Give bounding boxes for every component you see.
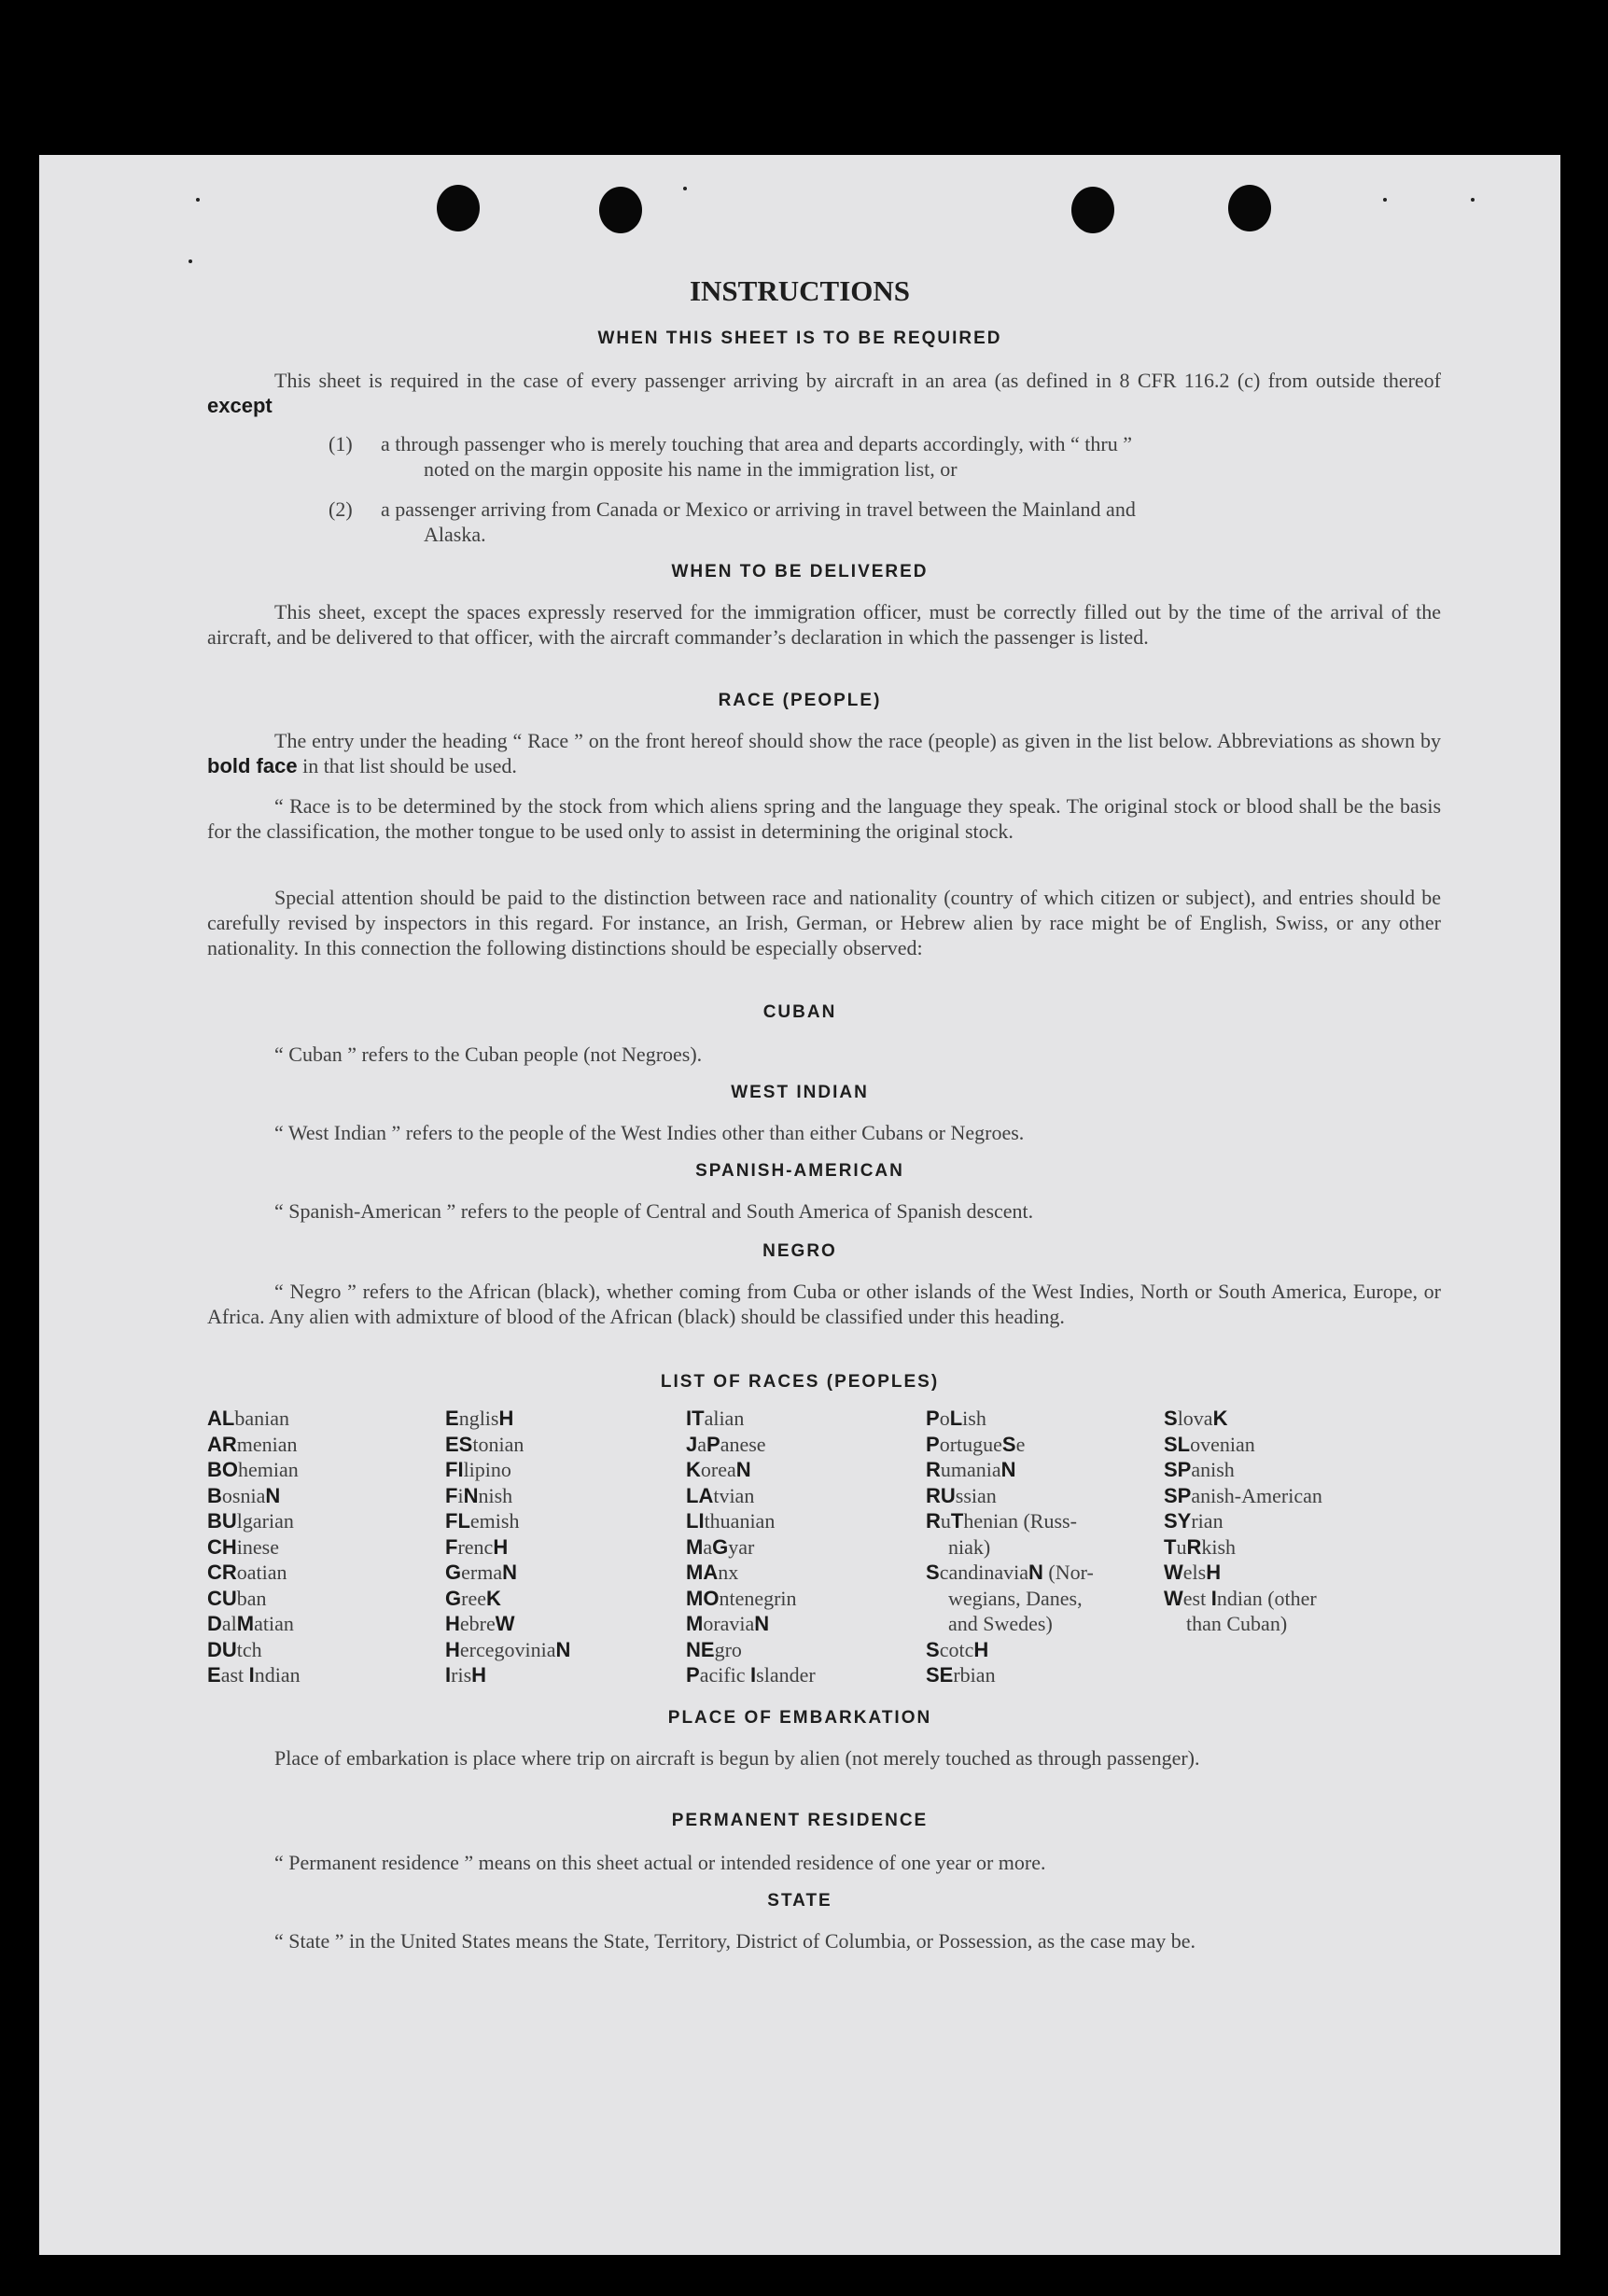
- section-heading: WEST INDIAN: [731, 1083, 869, 1102]
- race-entry: JaPanese: [686, 1432, 766, 1456]
- race-entry: SPanish-American: [1164, 1483, 1322, 1507]
- race-entry: FiNnish: [445, 1483, 513, 1507]
- race-entry: FLemish: [445, 1509, 520, 1533]
- paragraph: “ West Indian ” refers to the people of the West Indies other than either Cubans or Negroes.: [274, 1121, 1025, 1144]
- race-entry: SYrian: [1164, 1509, 1223, 1533]
- paragraph: Special attention should be paid to the distinction between race and nationality (country of which citizen or subject), and entries should be carefully revised by inspectors in this regard. For instance, an Irish, German, or Hebrew alien by race might be of English, Swiss, or any other nationality. In this connection the following distinctions should be especially observed:: [207, 886, 1441, 959]
- race-entry: MoraviaN: [686, 1612, 770, 1635]
- paragraph: This sheet, except the spaces expressly reserved for the immigration officer, must be correctly filled out by the time of the arrival of the aircraft, and be delivered to that officer, with the aircraft commander’s declaration in which the passenger is listed.: [207, 600, 1441, 649]
- paragraph: Place of embarkation is place where trip on aircraft is begun by alien (not merely touched as through passenger).: [274, 1746, 1200, 1770]
- race-entry: RuThenian (Russ- niak): [926, 1509, 1077, 1559]
- page-title: INSTRUCTIONS: [689, 274, 910, 307]
- race-entry: EnglisH: [445, 1407, 514, 1430]
- section-heading: WHEN TO BE DELIVERED: [671, 562, 929, 581]
- punch-hole: [437, 185, 480, 231]
- race-entry: HebreW: [445, 1612, 515, 1635]
- race-entry: BOhemian: [207, 1458, 299, 1481]
- section-heading: RACE (PEOPLE): [718, 691, 882, 710]
- section-heading: WHEN THIS SHEET IS TO BE REQUIRED: [597, 329, 1002, 348]
- race-entry: WelsH: [1164, 1561, 1222, 1584]
- section-heading: PERMANENT RESIDENCE: [671, 1811, 929, 1830]
- section-heading: STATE: [767, 1891, 832, 1911]
- race-entry: LAtvian: [686, 1483, 755, 1507]
- race-entry: CHinese: [207, 1534, 279, 1559]
- race-entry: EStonian: [445, 1432, 524, 1456]
- race-entry: IrisH: [445, 1663, 487, 1687]
- race-entry: CRoatian: [207, 1561, 287, 1584]
- race-column: [1164, 1406, 1397, 1637]
- punch-hole: [599, 187, 642, 233]
- speck: [1471, 198, 1475, 202]
- race-entry: LIthuanian: [686, 1509, 776, 1533]
- race-entry: DalMatian: [207, 1612, 294, 1635]
- list-item: (1) a through passenger who is merely touching that area and departs accordingly, with “ thru ” noted on the margin opposite his name in the immigration list, or: [329, 432, 1132, 481]
- race-column: [207, 1406, 440, 1688]
- race-entry: NEgro: [686, 1637, 742, 1661]
- race-entry: RumaniaN: [926, 1458, 1016, 1481]
- speck: [196, 198, 200, 202]
- section-heading: SPANISH-AMERICAN: [695, 1161, 904, 1181]
- race-entry: GreeK: [445, 1586, 501, 1610]
- race-entry: SLovenian: [1164, 1432, 1255, 1456]
- list-item: (2) a passenger arriving from Canada or Mexico or arriving in travel between the Mainland and Alaska.: [329, 497, 1136, 546]
- section-heading: LIST OF RACES (PEOPLES): [660, 1372, 940, 1392]
- race-entry: MAnx: [686, 1561, 739, 1584]
- punch-hole: [1071, 187, 1114, 233]
- race-entry: MaGyar: [686, 1534, 755, 1559]
- race-entry: TuRkish: [1164, 1534, 1237, 1559]
- race-entry: BosniaN: [207, 1483, 281, 1507]
- speck: [189, 259, 192, 263]
- document-page: [39, 155, 1560, 2255]
- punch-hole: [1228, 185, 1271, 231]
- paragraph: “ Race is to be determined by the stock from which aliens spring and the language they speak. The original stock or blood shall be the basis for the classification, the mother tongue to be used only to assist in determining the original stock.: [207, 794, 1441, 843]
- speck: [683, 187, 687, 190]
- race-entry: MOntenegrin: [686, 1586, 797, 1610]
- race-column: [926, 1406, 1159, 1688]
- race-entry: ALbanian: [207, 1407, 289, 1430]
- race-entry: ARmenian: [207, 1432, 298, 1456]
- race-column: [445, 1406, 678, 1688]
- race-entry: East Indian: [207, 1663, 301, 1687]
- paragraph: “ State ” in the United States means the State, Territory, District of Columbia, or Possession, as the case may be.: [274, 1929, 1196, 1953]
- paragraph: “ Spanish-American ” refers to the people of Central and South America of Spanish descent.: [274, 1199, 1034, 1223]
- race-entry: PortugueSe: [926, 1432, 1026, 1456]
- race-entry: SlovaK: [1164, 1407, 1228, 1430]
- paragraph: “ Negro ” refers to the African (black), whether coming from Cuba or other islands of the West Indies, North or South America, Europe, or Africa. Any alien with admixture of blood of the African (black) should be classified under this heading.: [207, 1280, 1441, 1328]
- race-entry: PoLish: [926, 1407, 986, 1430]
- race-entry: ITalian: [686, 1407, 745, 1430]
- race-entry: SPanish: [1164, 1458, 1235, 1481]
- paragraph: The entry under the heading “ Race ” on the front hereof should show the race (people) as given in the list below. Abbreviations as shown by bold face in that list should be used.: [207, 729, 1441, 777]
- race-entry: KoreaN: [686, 1458, 751, 1481]
- race-entry: RUssian: [926, 1483, 997, 1507]
- race-entry: BUlgarian: [207, 1509, 294, 1533]
- paragraph: “ Permanent residence ” means on this sheet actual or intended residence of one year or more.: [274, 1851, 1046, 1874]
- race-entry: ScotcH: [926, 1637, 989, 1661]
- paragraph: “ Cuban ” refers to the Cuban people (not Negroes).: [274, 1043, 703, 1066]
- section-heading: PLACE OF EMBARKATION: [667, 1708, 932, 1728]
- race-entry: SErbian: [926, 1663, 996, 1687]
- race-column: [686, 1406, 919, 1688]
- race-entry: West Indian (other than Cuban): [1164, 1586, 1317, 1635]
- speck: [1383, 198, 1387, 202]
- race-entry: ScandinaviaN (Nor- wegians, Danes, and Swedes): [926, 1561, 1094, 1635]
- race-entry: CUban: [207, 1586, 267, 1610]
- race-entry: Pacific Islander: [686, 1663, 816, 1687]
- race-entry: FIlipino: [445, 1458, 511, 1481]
- race-entry: HercegoviniaN: [445, 1637, 571, 1661]
- race-entry: GermaN: [445, 1561, 517, 1584]
- race-entry: FrencH: [445, 1534, 509, 1559]
- race-entry: DUtch: [207, 1637, 262, 1661]
- section-heading: NEGRO: [762, 1241, 837, 1261]
- paragraph: This sheet is required in the case of every passenger arriving by aircraft in an area (as defined in 8 CFR 116.2 (c) from outside thereof except: [207, 369, 1441, 417]
- section-heading: CUBAN: [762, 1002, 837, 1022]
